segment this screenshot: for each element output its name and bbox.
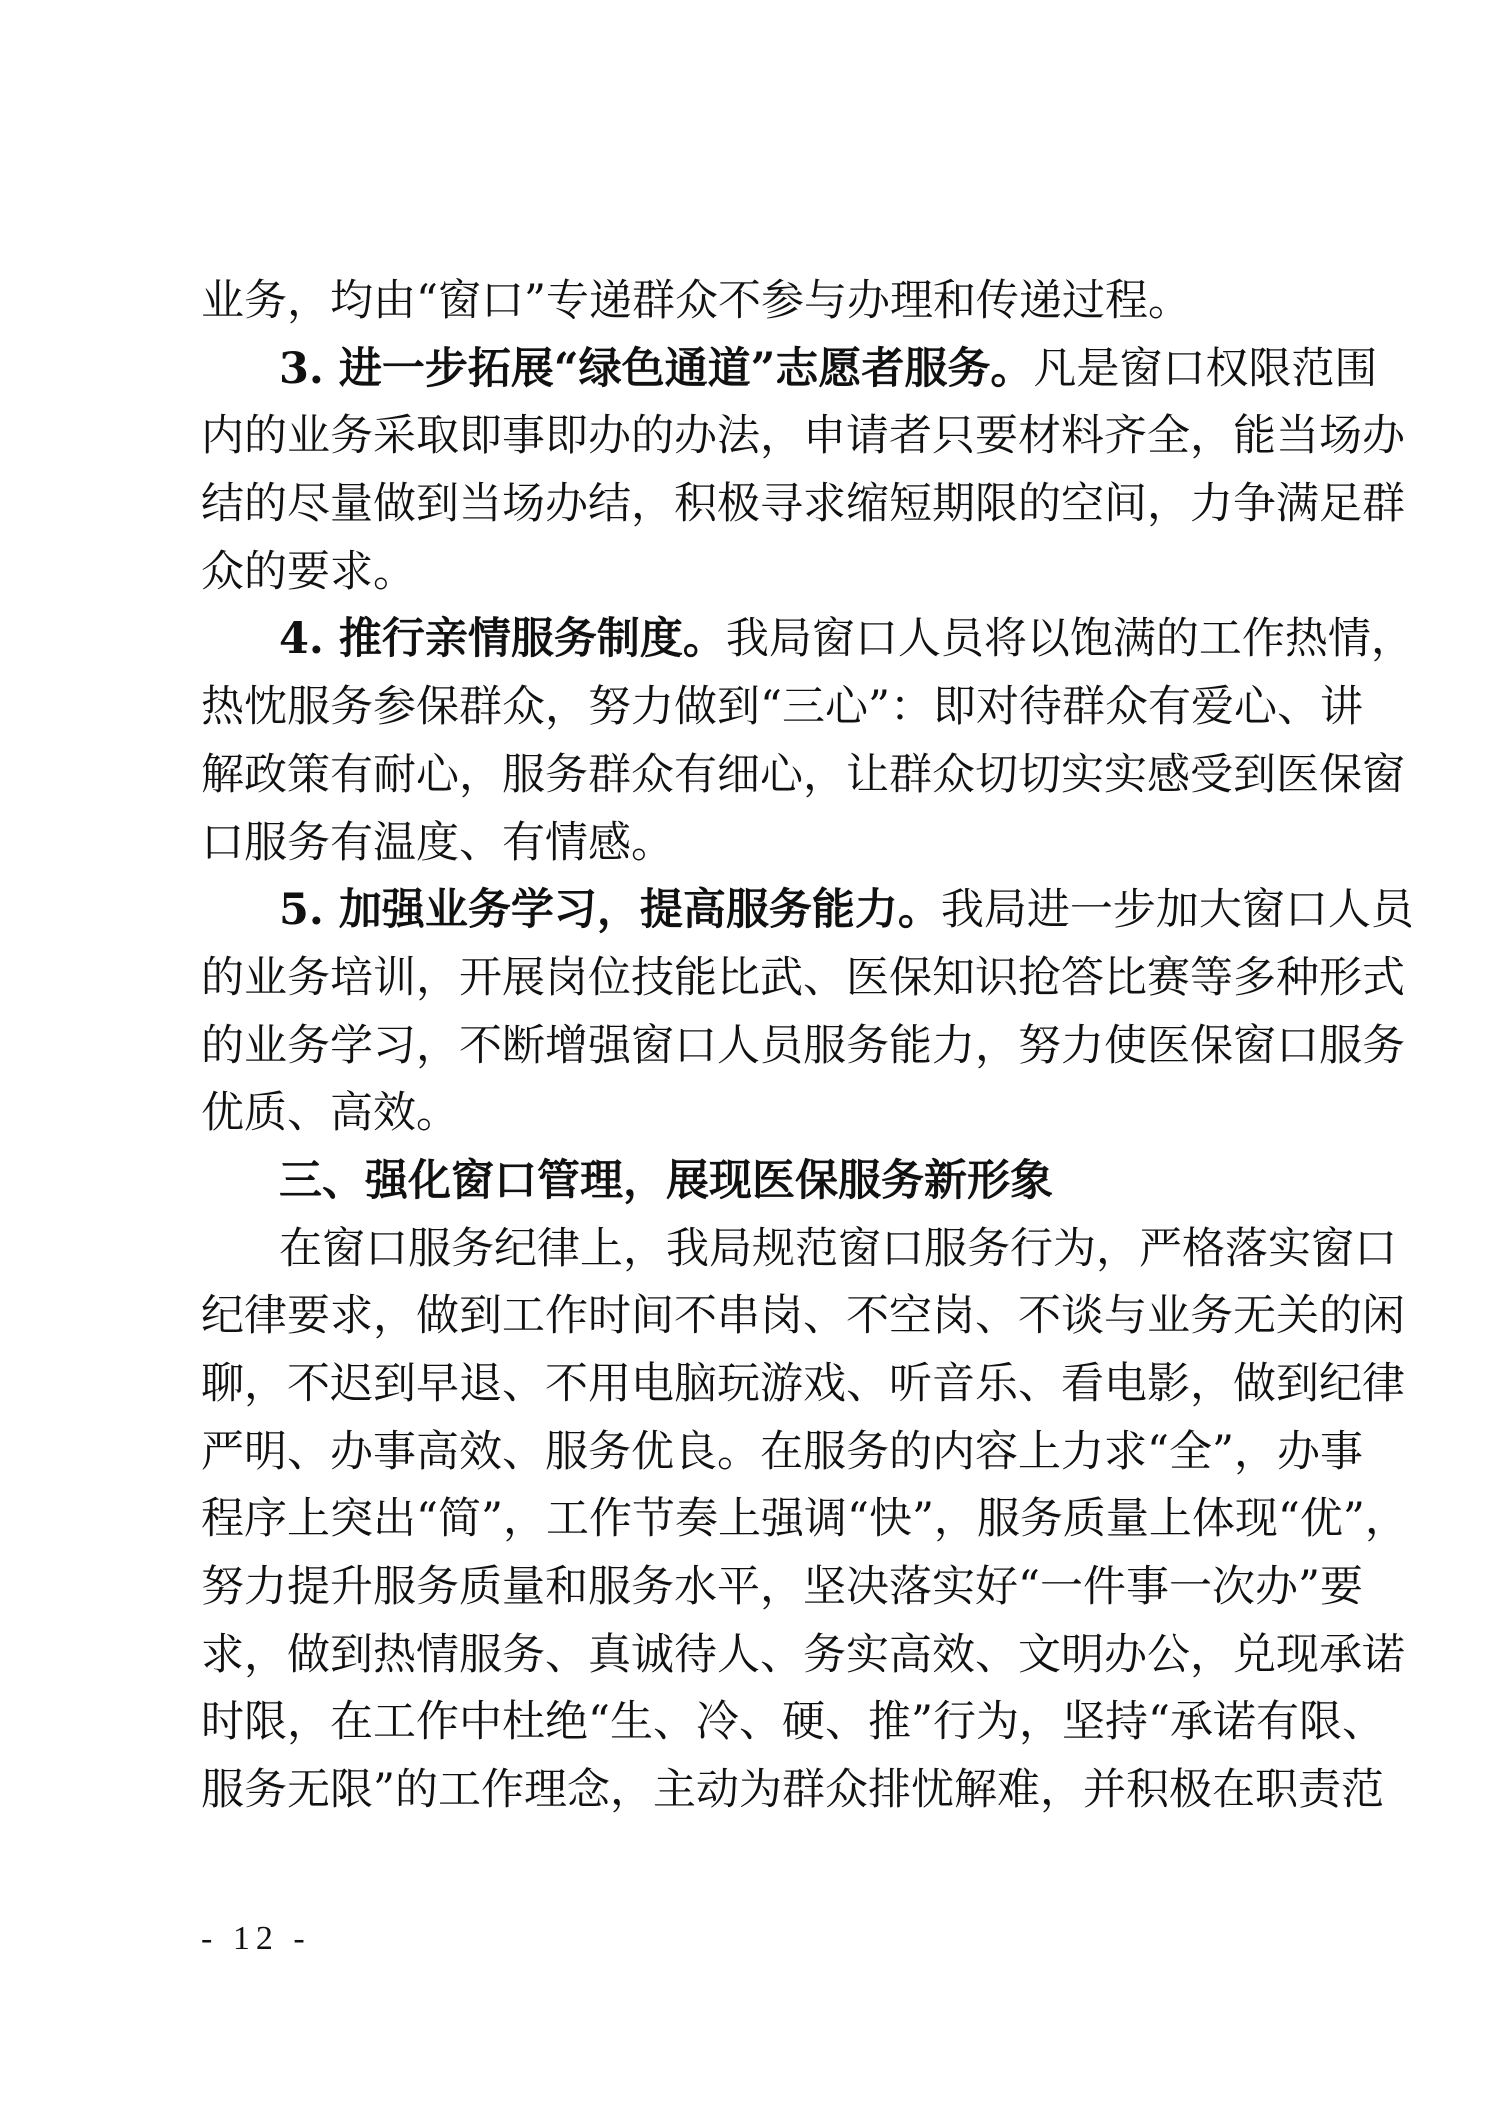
text-line	[201, 336, 1378, 404]
line-text: 努力提升服务质量和服务水平，坚决落实好“一件事一次办”要	[201, 1562, 1363, 1613]
line-text: 的业务学习，不断增强窗口人员服务能力，努力使医保窗口服务	[201, 1020, 1405, 1071]
line-text: 优质、高效。	[201, 1088, 459, 1139]
item-heading: 4. 推行亲情服务制度。	[279, 614, 726, 665]
text-line	[201, 1351, 1405, 1419]
line-text: 众的要求。	[201, 546, 416, 597]
line-text: 严明、办事高效、服务优良。在服务的内容上力求“全”，办事	[201, 1426, 1363, 1477]
text-line	[201, 1622, 1405, 1690]
line-text: 在窗口服务纪律上，我局规范窗口服务行为，严格落实窗口	[279, 1223, 1397, 1274]
text-line	[201, 674, 1363, 742]
line-text: 口服务有温度、有情感。	[201, 817, 674, 868]
text-line	[201, 742, 1405, 810]
item-heading: 5. 加强业务学习，提高服务能力。	[279, 885, 941, 936]
line-text: 三、强化窗口管理，展现医保服务新形象	[279, 1155, 1053, 1206]
line-text: 聊，不迟到早退、不用电脑玩游戏、听音乐、看电影，做到纪律	[201, 1359, 1405, 1409]
text-line	[201, 1283, 1405, 1351]
text-line	[201, 1486, 1408, 1554]
text-line	[201, 606, 1414, 674]
line-text: 热忱服务参保群众，努力做到“三心”：即对待群众有爱心、讲	[201, 682, 1363, 733]
line-text: 我局进一步加大窗口人员	[940, 885, 1414, 936]
text-line	[201, 1689, 1385, 1757]
text-line	[201, 268, 1303, 336]
text-line	[201, 1216, 1397, 1284]
text-line	[201, 1419, 1363, 1487]
line-text: 的业务培训，开展岗位技能比武、医保知识抢答比赛等多种形式	[201, 952, 1405, 1003]
text-line	[201, 1080, 1303, 1148]
line-text: 我局窗口人员将以饱满的工作热情，	[725, 614, 1414, 665]
line-text: 解政策有耐心，服务群众有细心，让群众切切实实感受到医保窗	[201, 749, 1405, 800]
text-line	[201, 1013, 1405, 1081]
text-line	[201, 1554, 1363, 1622]
document-body	[201, 268, 1414, 1825]
text-line	[201, 539, 1303, 607]
line-text: 业务，均由“窗口”专递群众不参与办理和传递过程。	[201, 276, 1191, 326]
line-text: 服务无限”的工作理念，主动为群众排忧解难，并积极在职责范	[201, 1765, 1384, 1816]
line-text: 时限，在工作中杜绝“生、冷、硬、推”行为，坚持“承诺有限、	[201, 1697, 1385, 1748]
section-heading	[201, 1148, 1303, 1216]
page-number: - 12 -	[201, 1920, 311, 1957]
line-text: 凡是窗口权限范围	[1033, 343, 1378, 394]
item-heading: 3. 进一步拓展“绿色通道”志愿者服务。	[279, 343, 1034, 394]
line-text: 结的尽量做到当场办结，积极寻求缩短期限的空间，力争满足群	[201, 479, 1405, 530]
text-line	[201, 1757, 1384, 1825]
line-text: 求，做到热情服务、真诚待人、务实高效、文明办公，兑现承诺	[201, 1629, 1405, 1680]
line-text: 内的业务采取即事即办的办法，申请者只要材料齐全，能当场办	[201, 411, 1405, 462]
line-text: 纪律要求，做到工作时间不串岗、不空岗、不谈与业务无关的闲	[201, 1291, 1405, 1342]
text-line	[201, 810, 1303, 878]
text-line	[201, 877, 1414, 945]
text-line	[201, 403, 1405, 471]
text-line	[201, 945, 1405, 1013]
line-text: 程序上突出“简”，工作节奏上强调“快”，服务质量上体现“优”，	[201, 1494, 1408, 1545]
text-line	[201, 471, 1405, 539]
